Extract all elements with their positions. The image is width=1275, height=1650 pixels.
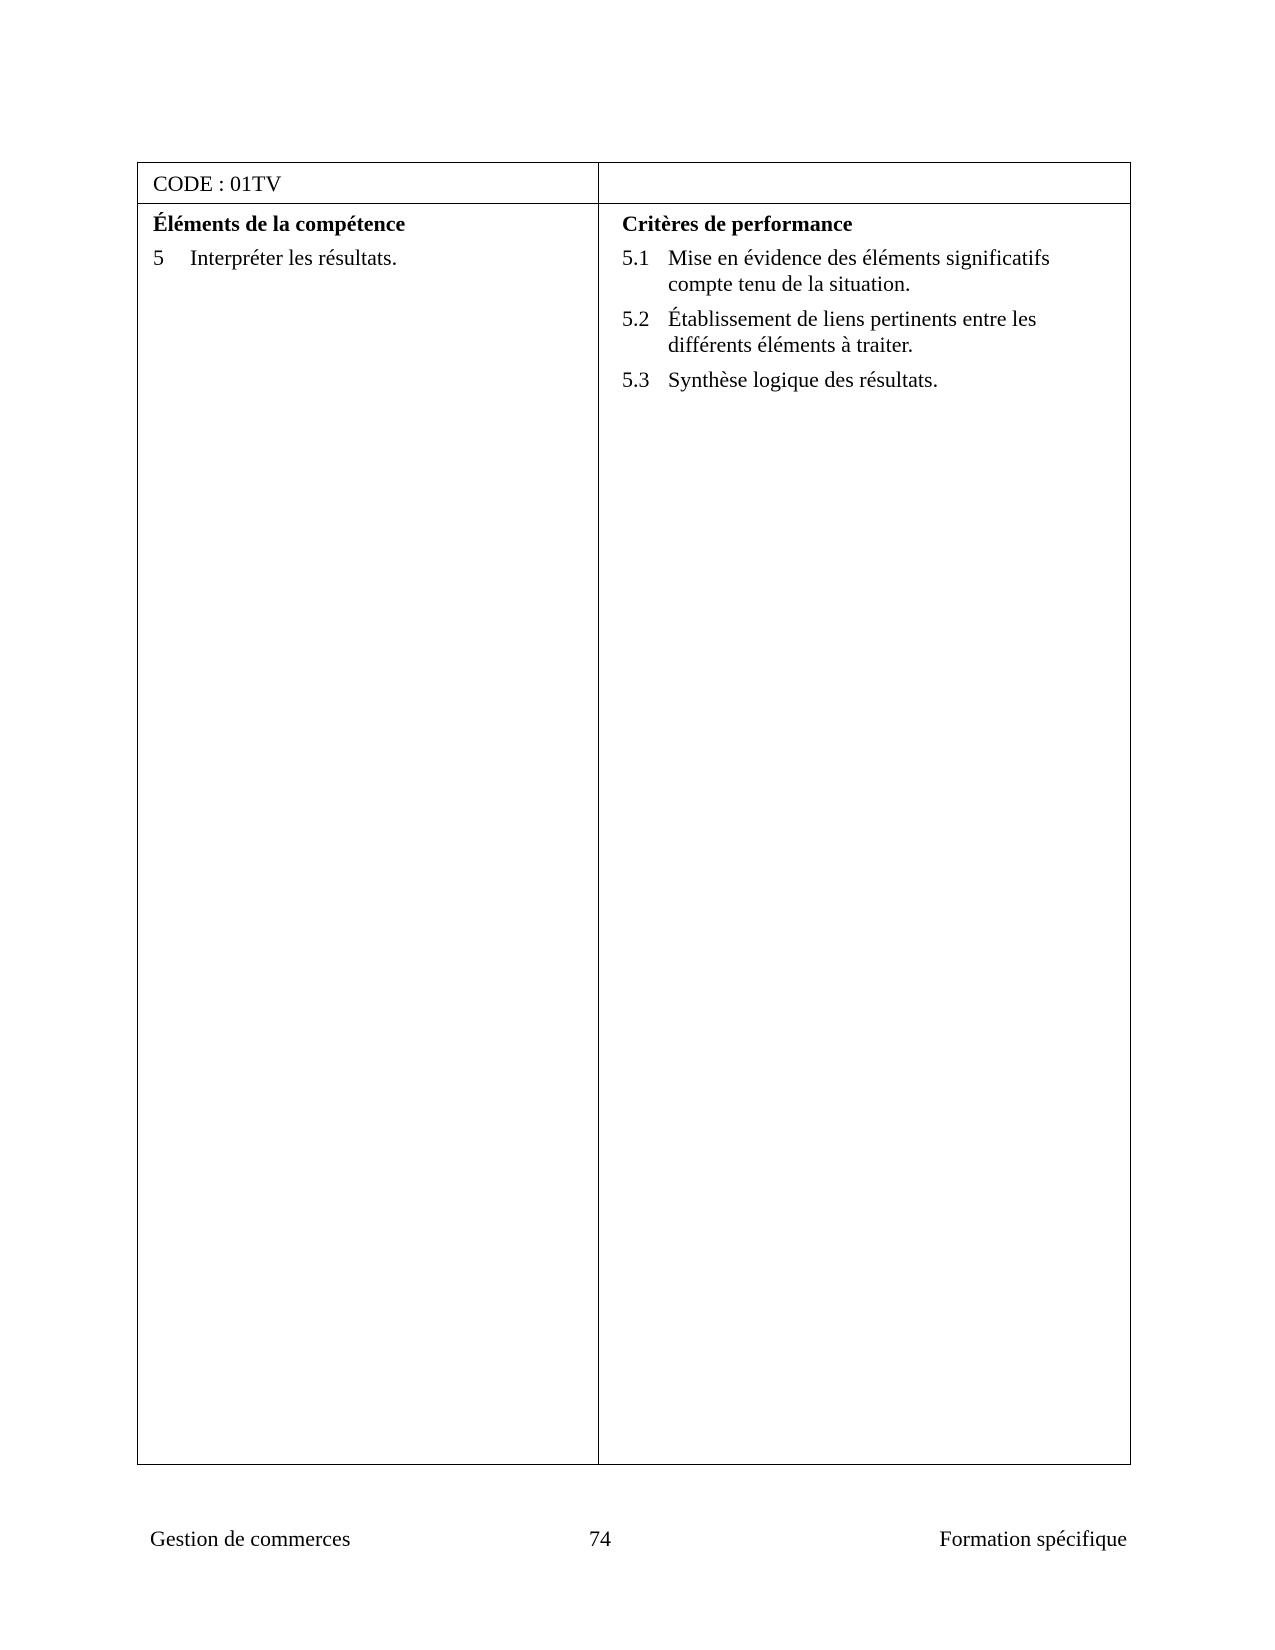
criterion-item — [622, 245, 1112, 297]
criterion-number: 5.2 — [622, 306, 650, 331]
footer-section-name: Formation spécifique — [939, 1526, 1127, 1551]
element-text: Interpréter les résultats. — [190, 245, 398, 270]
criterion-text: Établissement de liens pertinents entre les différents éléments à traiter. — [668, 306, 1037, 357]
criterion-text: Mise en évidence des éléments significatifs compte tenu de la situation. — [668, 245, 1050, 296]
element-item — [153, 245, 583, 271]
column-divider — [598, 163, 599, 1464]
footer-program-name: Gestion de commerces — [150, 1526, 351, 1551]
criterion-number: 5.1 — [622, 245, 650, 270]
criterion-text: Synthèse logique des résultats. — [668, 367, 939, 392]
header-row-divider — [138, 203, 1130, 204]
elements-header: Éléments de la compétence — [153, 211, 406, 236]
criteria-header: Critères de performance — [622, 211, 853, 236]
criterion-item — [622, 367, 1112, 393]
competency-table — [137, 162, 1131, 1465]
page-number: 74 — [589, 1526, 611, 1551]
code-label: CODE : 01TV — [153, 171, 282, 196]
element-number: 5 — [153, 245, 164, 270]
criterion-item — [622, 306, 1112, 358]
criterion-number: 5.3 — [622, 367, 650, 392]
